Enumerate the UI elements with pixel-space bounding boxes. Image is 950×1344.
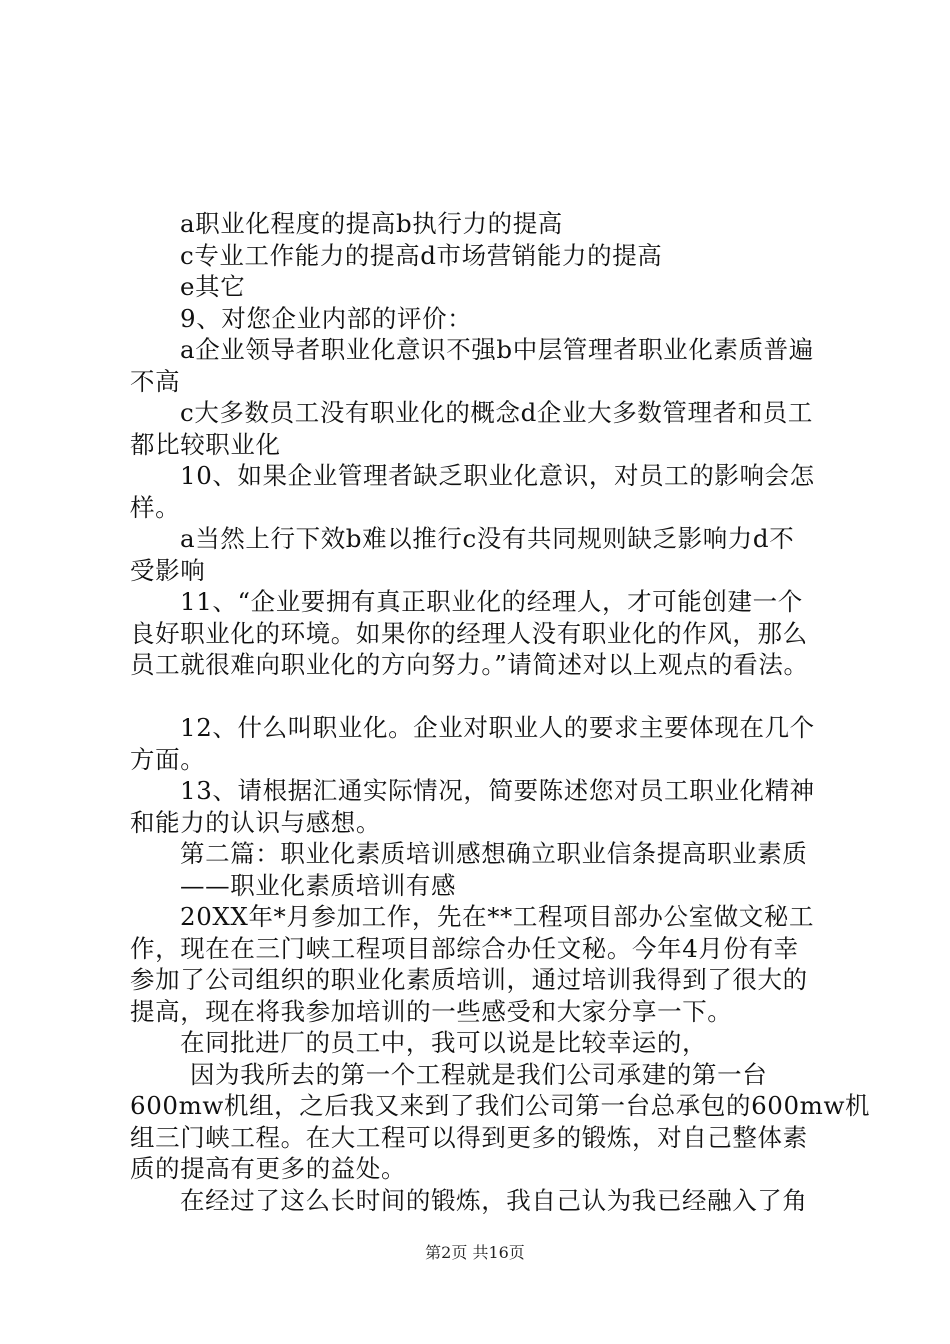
- text-line: 提高，现在将我参加培训的一些感受和大家分享一下。: [130, 996, 733, 1026]
- text-line: 13、请根据汇通实际情况，简要陈述您对员工职业化精神: [180, 776, 815, 805]
- text-line: c大多数员工没有职业化的概念d企业大多数管理者和员工: [180, 398, 814, 427]
- text-line: 参加了公司组织的职业化素质培训，通过培训我得到了很大的: [130, 965, 808, 994]
- text-line: 良好职业化的环境。如果你的经理人没有职业化的作风，那么: [130, 618, 808, 648]
- text-line: 11、“企业要拥有真正职业化的经理人，才可能创建一个: [180, 587, 803, 616]
- text-line: a企业领导者职业化意识不强b中层管理者职业化素质普遍: [180, 335, 814, 364]
- text-line: a职业化程度的提高b执行力的提高: [180, 209, 563, 238]
- section-subheading: ——职业化素质培训有感: [180, 870, 457, 900]
- text-line: 9、对您企业内部的评价：: [180, 303, 473, 333]
- document-body: [130, 208, 871, 1216]
- text-line: e其它: [180, 272, 246, 301]
- text-line: 方面。: [130, 744, 206, 774]
- text-line: 20XX年*月参加工作，先在**工程项目部办公室做文秘工: [180, 902, 815, 931]
- page-number-footer: 第2页 共16页: [425, 1243, 525, 1262]
- text-line: a当然上行下效b难以推行c没有共同规则缺乏影响力d不: [180, 524, 795, 553]
- text-line: 员工就很难向职业化的方向努力。”请简述对以上观点的看法。: [130, 650, 809, 679]
- text-line: 不高: [130, 366, 181, 396]
- text-line: 和能力的认识与感想。: [130, 807, 381, 837]
- text-line: 600mw机组，之后我又来到了我们公司第一台总承包的600mw机: [130, 1091, 871, 1120]
- text-line: 质的提高有更多的益处。: [130, 1154, 407, 1183]
- text-line: 12、什么叫职业化。企业对职业人的要求主要体现在几个: [180, 713, 815, 742]
- text-line: 受影响: [130, 555, 206, 585]
- text-line: 在经过了这么长时间的锻炼，我自己认为我已经融入了角: [180, 1185, 808, 1215]
- text-line: 组三门峡工程。在大工程可以得到更多的锻炼，对自己整体素: [130, 1122, 808, 1152]
- text-line: 作，现在在三门峡工程项目部综合办任文秘。今年4月份有幸: [130, 933, 799, 963]
- text-line: 10、如果企业管理者缺乏职业化意识，对员工的影响会怎: [180, 461, 815, 490]
- text-line: 因为我所去的第一个工程就是我们公司承建的第一台: [190, 1059, 768, 1089]
- text-line: c专业工作能力的提高d市场营销能力的提高: [180, 240, 663, 270]
- section-heading: 第二篇：职业化素质培训感想确立职业信条提高职业素质: [180, 839, 808, 868]
- text-line: 样。: [130, 492, 181, 522]
- paragraph-gap: [130, 681, 835, 713]
- text-line: 在同批进厂的员工中，我可以说是比较幸运的，: [180, 1028, 708, 1057]
- text-line: 都比较职业化: [130, 429, 281, 459]
